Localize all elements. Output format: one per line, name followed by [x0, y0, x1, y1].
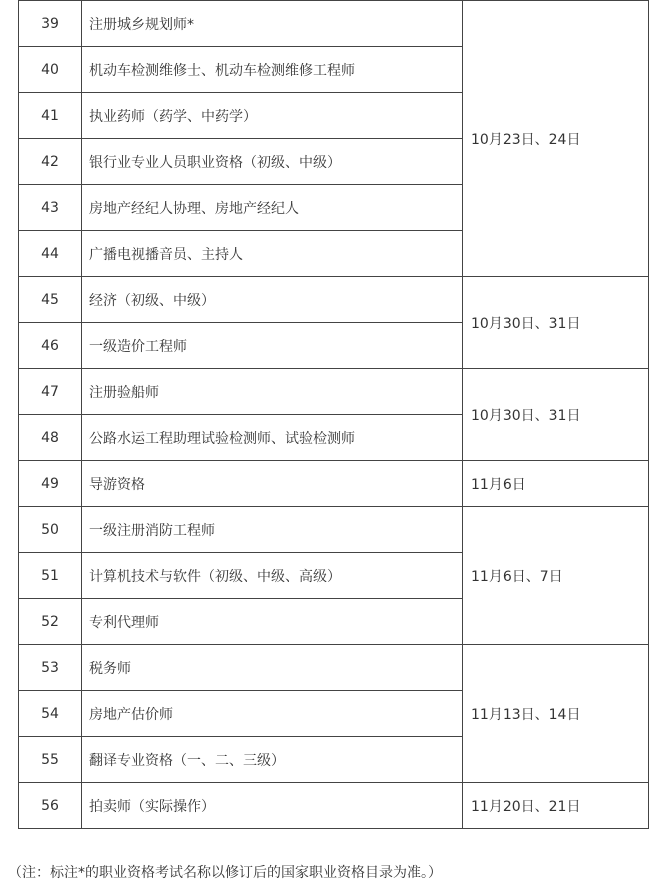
exam-date: 10月30日、31日: [463, 369, 649, 461]
row-number: 46: [19, 323, 82, 369]
row-number: 45: [19, 277, 82, 323]
row-number: 50: [19, 507, 82, 553]
row-number: 42: [19, 139, 82, 185]
row-number: 55: [19, 737, 82, 783]
exam-name: 一级注册消防工程师: [82, 507, 463, 553]
row-number: 56: [19, 783, 82, 829]
exam-name: 房地产经纪人协理、房地产经纪人: [82, 185, 463, 231]
exam-name: 注册城乡规划师*: [82, 1, 463, 47]
exam-name: 一级造价工程师: [82, 323, 463, 369]
row-number: 52: [19, 599, 82, 645]
exam-name: 广播电视播音员、主持人: [82, 231, 463, 277]
exam-name: 翻译专业资格（一、二、三级）: [82, 737, 463, 783]
row-number: 47: [19, 369, 82, 415]
row-number: 41: [19, 93, 82, 139]
exam-date: 11月20日、21日: [463, 783, 649, 829]
exam-name: 房地产估价师: [82, 691, 463, 737]
table-row: [19, 783, 649, 829]
exam-name: 税务师: [82, 645, 463, 691]
exam-name: 公路水运工程助理试验检测师、试验检测师: [82, 415, 463, 461]
exam-name: 拍卖师（实际操作）: [82, 783, 463, 829]
footnote: （注：标注*的职业资格考试名称以修订后的国家职业资格目录为准。）: [8, 865, 442, 881]
exam-date: 11月6日、7日: [463, 507, 649, 645]
exam-schedule-table-wrap: [18, 0, 632, 836]
exam-name: 注册验船师: [82, 369, 463, 415]
exam-name: 计算机技术与软件（初级、中级、高级）: [82, 553, 463, 599]
row-number: 48: [19, 415, 82, 461]
exam-date: 10月30日、31日: [463, 277, 649, 369]
exam-schedule-body: [19, 1, 649, 829]
exam-date: 11月13日、14日: [463, 645, 649, 783]
table-row: [19, 645, 649, 691]
table-row: [19, 369, 649, 415]
row-number: 51: [19, 553, 82, 599]
table-row: [19, 277, 649, 323]
table-row: [19, 461, 649, 507]
row-number: 43: [19, 185, 82, 231]
row-number: 40: [19, 47, 82, 93]
exam-name: 执业药师（药学、中药学）: [82, 93, 463, 139]
exam-date: 10月23日、24日: [463, 1, 649, 277]
table-row: [19, 507, 649, 553]
exam-name: 机动车检测维修士、机动车检测维修工程师: [82, 47, 463, 93]
row-number: 44: [19, 231, 82, 277]
exam-schedule-table: [18, 0, 649, 829]
exam-name: 专利代理师: [82, 599, 463, 645]
row-number: 49: [19, 461, 82, 507]
exam-name: 导游资格: [82, 461, 463, 507]
row-number: 39: [19, 1, 82, 47]
row-number: 53: [19, 645, 82, 691]
exam-date: 11月6日: [463, 461, 649, 507]
exam-name: 银行业专业人员职业资格（初级、中级）: [82, 139, 463, 185]
exam-name: 经济（初级、中级）: [82, 277, 463, 323]
table-row: [19, 1, 649, 47]
row-number: 54: [19, 691, 82, 737]
